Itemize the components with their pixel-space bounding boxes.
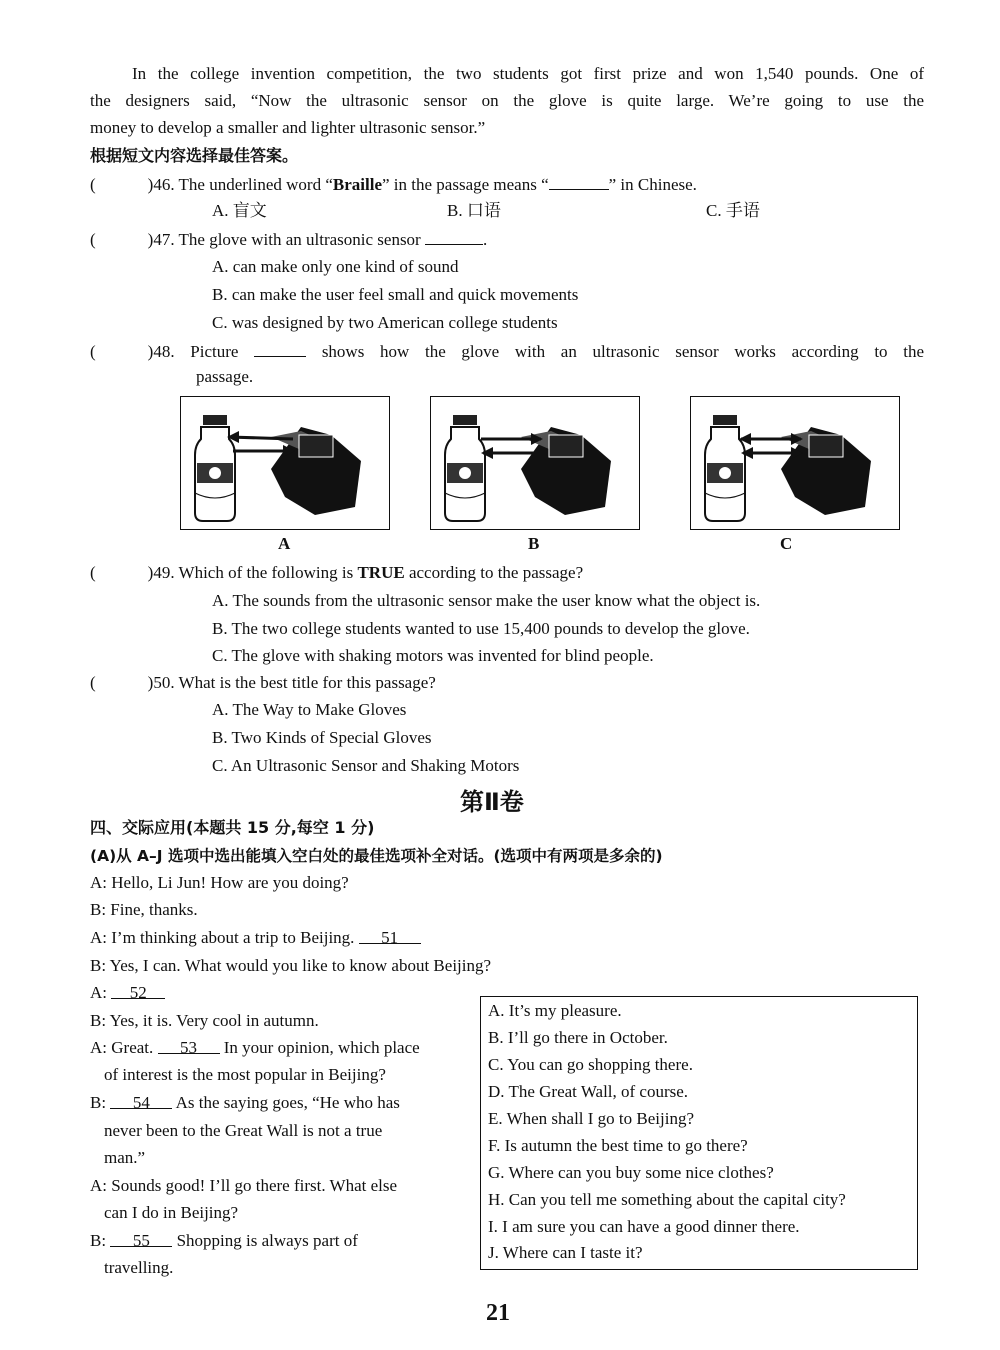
- passage-line: [90, 90, 924, 112]
- blank-51[interactable]: 51: [359, 927, 421, 944]
- picture-a[interactable]: [180, 396, 390, 530]
- dialogue-line: A: Sounds good! I’ll go there first. What else: [90, 1176, 398, 1195]
- dialogue-line: A: Great. 53 In your opinion, which place: [90, 1038, 420, 1057]
- blank-52[interactable]: 52: [111, 982, 165, 999]
- picture-c[interactable]: [690, 396, 900, 530]
- dialogue-line: B: 55 Shopping is always part of: [90, 1231, 358, 1250]
- dialogue-option-g[interactable]: G. Where can you buy some nice clothes?: [488, 1163, 774, 1182]
- dialogue-line: of interest is the most popular in Beijing?: [104, 1065, 386, 1084]
- question-48-cont: passage.: [196, 367, 254, 386]
- answer-blank-46[interactable]: [96, 174, 148, 190]
- blank-54[interactable]: 54: [110, 1092, 172, 1109]
- meaning-blank[interactable]: [549, 173, 609, 190]
- volume-title: 第Ⅱ卷: [460, 788, 524, 816]
- section-subheading: (A)从 A–J 选项中选出能填入空白处的最佳选项补全对话。(选项中有两项是多余的): [90, 847, 663, 865]
- picture-blank[interactable]: [254, 340, 306, 357]
- dialogue-option-i[interactable]: I. I am sure you can have a good dinner there.: [488, 1217, 800, 1236]
- picture-label-c: C: [780, 534, 793, 553]
- answer-blank-50[interactable]: [96, 672, 148, 688]
- option-46b[interactable]: B. 口语: [447, 201, 501, 220]
- dialogue-line: B: Yes, I can. What would you like to know about Beijing?: [90, 956, 492, 975]
- picture-label-b: B: [528, 534, 540, 553]
- dialogue-line: can I do in Beijing?: [104, 1203, 239, 1222]
- question-49: ( )49. Which of the following is TRUE according to the passage?: [90, 563, 584, 582]
- dialogue-line: A: I’m thinking about a trip to Beijing. 51: [90, 927, 421, 949]
- passage-line: [90, 63, 924, 85]
- option-47a[interactable]: A. can make only one kind of sound: [212, 257, 459, 276]
- option-47b[interactable]: B. can make the user feel small and quick movements: [212, 285, 579, 304]
- passage-line: [90, 117, 485, 139]
- option-47c[interactable]: C. was designed by two American college students: [212, 313, 558, 332]
- fill-blank[interactable]: [425, 228, 483, 245]
- dialogue-line: travelling.: [104, 1258, 174, 1277]
- section-heading: 四、交际应用(本题共 15 分,每空 1 分): [90, 818, 375, 837]
- glove-bottle-illustration-b: [431, 397, 639, 529]
- question-47: ( )47. The glove with an ultrasonic sensor .: [90, 230, 488, 249]
- reading-instruction: 根据短文内容选择最佳答案。: [90, 146, 299, 165]
- blank-55[interactable]: 55: [110, 1230, 172, 1247]
- option-49c[interactable]: C. The glove with shaking motors was invented for blind people.: [212, 646, 654, 665]
- page-number: 21: [486, 1300, 510, 1326]
- picture-label-a: A: [278, 534, 291, 553]
- option-46c[interactable]: C. 手语: [706, 201, 760, 220]
- options-box: [480, 996, 918, 1270]
- dialogue-option-h[interactable]: H. Can you tell me something about the capital city?: [488, 1190, 846, 1209]
- answer-blank-48[interactable]: [96, 341, 148, 357]
- dialogue-option-c[interactable]: C. You can go shopping there.: [488, 1055, 693, 1074]
- dialogue-option-f[interactable]: F. Is autumn the best time to go there?: [488, 1136, 748, 1155]
- dialogue-line: B: Fine, thanks.: [90, 900, 198, 919]
- question-46: ( )46. The underlined word “Braille” in the passage means “ ” in Chinese.: [90, 175, 697, 194]
- dialogue-line: A: 52: [90, 982, 165, 1004]
- dialogue-line: B: Yes, it is. Very cool in autumn.: [90, 1011, 319, 1030]
- passage-text: the designers said, “Now the ultrasonic sensor on the glove is quite large. We’re going to use the: [90, 91, 924, 110]
- blank-53[interactable]: 53: [158, 1037, 220, 1054]
- question-48: ( )48. Picture shows how the glove with an ultrasonic sensor works according to the: [90, 342, 924, 361]
- option-46a[interactable]: A. 盲文: [212, 201, 267, 220]
- picture-b[interactable]: [430, 396, 640, 530]
- dialogue-line: A: Hello, Li Jun! How are you doing?: [90, 873, 349, 892]
- option-50b[interactable]: B. Two Kinds of Special Gloves: [212, 728, 432, 747]
- dialogue-option-a[interactable]: A. It’s my pleasure.: [488, 1001, 622, 1020]
- option-49a[interactable]: A. The sounds from the ultrasonic sensor make the user know what the object is.: [212, 591, 761, 610]
- dialogue-line: never been to the Great Wall is not a true: [104, 1121, 383, 1140]
- glove-bottle-illustration-a: [181, 397, 389, 529]
- answer-blank-49[interactable]: [96, 562, 148, 578]
- answer-blank-47[interactable]: [96, 229, 148, 245]
- dialogue-line: man.”: [104, 1148, 146, 1167]
- dialogue-option-d[interactable]: D. The Great Wall, of course.: [488, 1082, 689, 1101]
- option-49b[interactable]: B. The two college students wanted to use 15,400 pounds to develop the glove.: [212, 619, 750, 638]
- option-50a[interactable]: A. The Way to Make Gloves: [212, 700, 407, 719]
- glove-bottle-illustration-c: [691, 397, 899, 529]
- dialogue-option-b[interactable]: B. I’ll go there in October.: [488, 1028, 668, 1047]
- passage-text: money to develop a smaller and lighter ultrasonic sensor.”: [90, 118, 486, 137]
- dialogue-option-j[interactable]: J. Where can I taste it?: [488, 1243, 643, 1262]
- passage-text: In the college invention competition, the two students got first prize and won 1,540 pounds. One of: [132, 64, 924, 83]
- question-50: ( )50. What is the best title for this passage?: [90, 673, 436, 692]
- dialogue-line: B: 54 As the saying goes, “He who has: [90, 1093, 400, 1112]
- dialogue-option-e[interactable]: E. When shall I go to Beijing?: [488, 1109, 695, 1128]
- option-50c[interactable]: C. An Ultrasonic Sensor and Shaking Motors: [212, 756, 520, 775]
